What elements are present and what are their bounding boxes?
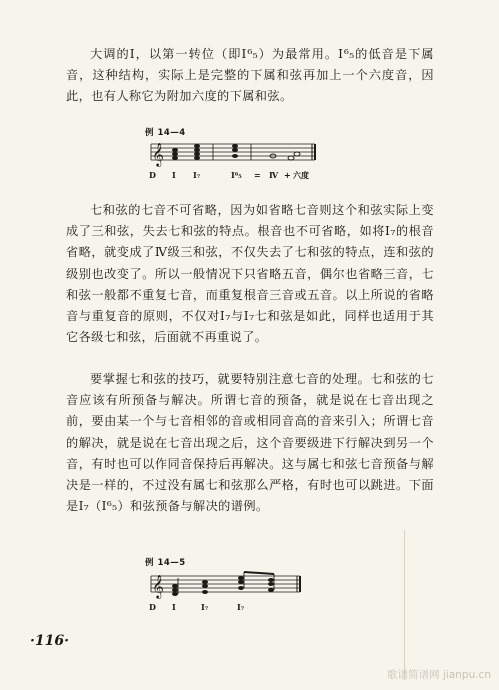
example-label: 例 14—4 [145, 128, 186, 138]
example-label: 例 14—5 [145, 558, 186, 568]
paragraph-2: 七和弦的七音不可省略，因为如省略七音则这个和弦实际上变成了三和弦，失去七和弦的特点。根音也不可省略，如将Ⅰ₇的根音省略，就变成了Ⅳ级三和弦，不仅失去了七和弦的特点，连和弦的级别也改变了。所以一般情况下只省略五音，偶尔也省略三音，七和弦一般都不重复七音，而重复根音三音或五音。以上所说的省略音与重复音的原则，不仅对Ⅰ₇与Ⅰ₇七和弦是如此，同样也适用于其它各级七和弦，后面就不再重说了。 [66, 203, 434, 345]
music-example-14-5 [145, 556, 305, 612]
chord-label: = [254, 170, 261, 180]
chord-label: I₇ [193, 170, 201, 180]
chord-label: D [149, 602, 156, 612]
chord-label: I₇ [237, 602, 245, 612]
paragraph-3: 要掌握七和弦的技巧，就要特别注意七音的处理。七和弦的七音应该有所预备与解决。所谓七音的预备，就是说在七音出现之前，要由某一个与七音相邻的音或相同音高的音来引入；所谓七音的解决，就是说在七音出现之后，这个音要级进下行解决到另一个音，有时也可以作同音保持后再解决。这与属七和弦七音预备与解决是一样的，不过没有属七和弦那么严格，有时也可以跳进。下面是Ⅰ₇（Ⅰ⁶₅）和弦预备与解决的谱例。 [66, 372, 434, 514]
chord-label: I⁶₅ [231, 170, 242, 180]
page-number: ·116· [30, 633, 69, 649]
chord-label: D [149, 170, 156, 180]
music-example-14-4 [145, 126, 320, 180]
svg-text:𝄞: 𝄞 [152, 142, 164, 166]
scan-line [404, 530, 405, 680]
svg-text:𝄞: 𝄞 [152, 574, 164, 598]
staff-notation [145, 136, 320, 170]
chord-label: I [172, 170, 176, 180]
watermark: 歌谱简谱网 jianpu.cn [387, 669, 491, 681]
chord-label: 六度 [293, 170, 309, 180]
chord-label: + [284, 170, 291, 180]
chord-label: I [172, 602, 176, 612]
staff-notation [145, 568, 305, 608]
chord-label: Ⅳ [269, 170, 279, 180]
chord-label: I₇ [201, 602, 209, 612]
paragraph-1: 大调的Ⅰ，以第一转位（即Ⅰ⁶₅）为最常用。Ⅰ⁶₅的低音是下属音，这种结构，实际上是完整的下属和弦再加上一个六度音，因此，也有人称它为附加六度的下属和弦。 [66, 47, 434, 104]
